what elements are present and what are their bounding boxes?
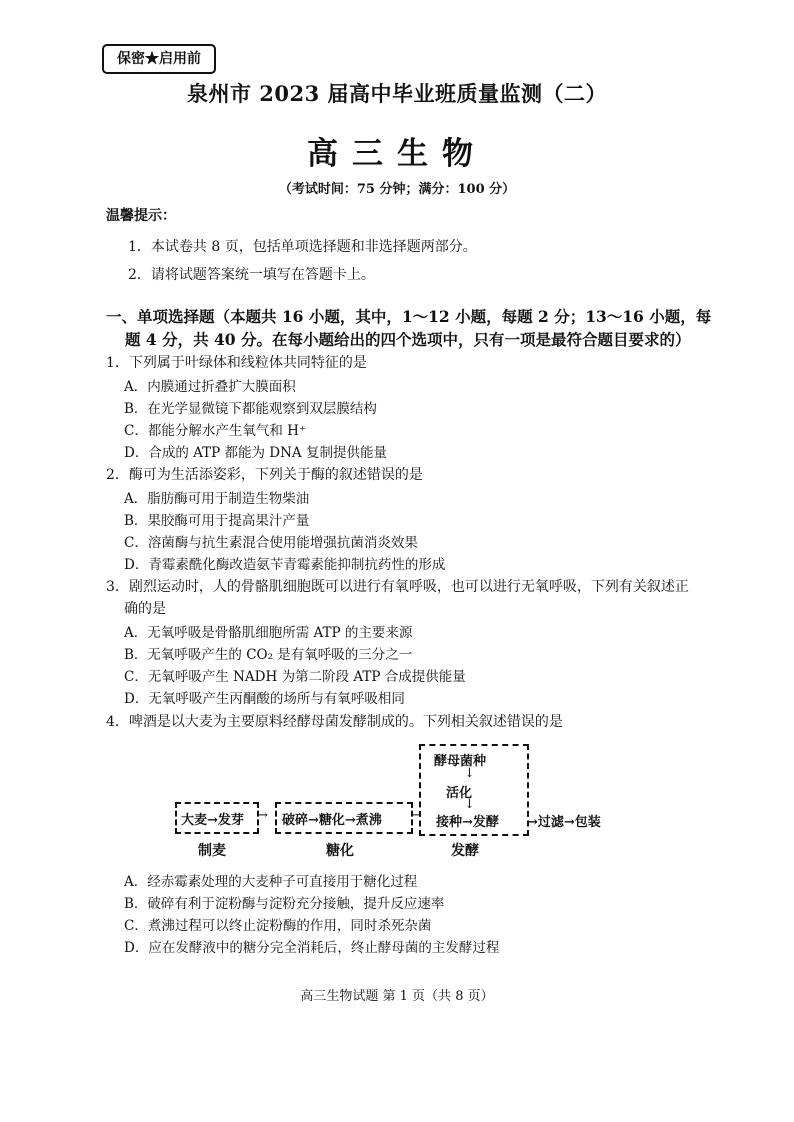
malting-box-text: 大麦→发芽 bbox=[181, 813, 244, 828]
question-stem: 3．剧烈运动时，人的骨骼肌细胞既可以进行有氧呼吸，也可以进行无氧呼吸，下列有关叙述正 bbox=[106, 579, 689, 595]
arrow-right-icon: → bbox=[411, 808, 422, 823]
option: B．在光学显微镜下都能观察到双层膜结构 bbox=[124, 401, 377, 417]
option: A．脂肪酶可用于制造生物柴油 bbox=[124, 491, 310, 507]
inoculation-text: 接种→发酵 bbox=[436, 815, 499, 830]
filter-package-text: →过滤→包装 bbox=[527, 815, 601, 830]
option: A．经赤霉素处理的大麦种子可直接用于糖化过程 bbox=[124, 874, 418, 890]
arrow-down-icon: ↓ bbox=[464, 797, 475, 812]
option: D．合成的 ATP 都能为 DNA 复制提供能量 bbox=[124, 445, 387, 461]
option: D．青霉素酰化酶改造氨苄青霉素能抑制抗药性的形成 bbox=[124, 557, 446, 573]
activation-text: 活化 bbox=[446, 786, 473, 801]
yeast-strain-text: 酵母菌种 bbox=[434, 754, 487, 769]
option: A．无氧呼吸是骨骼肌细胞所需 ATP 的主要来源 bbox=[124, 625, 413, 641]
question-stem: 1．下列属于叶绿体和线粒体共同特征的是 bbox=[106, 355, 367, 371]
option: C．都能分解水产生氧气和 H⁺ bbox=[124, 423, 307, 439]
option: C．煮沸过程可以终止淀粉酶的作用，同时杀死杂菌 bbox=[124, 918, 432, 934]
option: B．无氧呼吸产生的 CO₂ 是有氧呼吸的三分之一 bbox=[124, 647, 413, 663]
page-footer: 高三生物试题 第 1 页（共 8 页） bbox=[300, 989, 494, 1004]
question-stem: 2．酶可为生活添姿彩，下列关于酶的叙述错误的是 bbox=[106, 467, 423, 483]
confidential-stamp: 保密★启用前 bbox=[102, 44, 216, 74]
saccharification-label: 糖化 bbox=[326, 843, 354, 859]
section-heading-cont: 题 4 分，共 40 分。在每小题给出的四个选项中，只有一项是最符合题目要求的） bbox=[125, 330, 691, 349]
tip-item: 1．本试卷共 8 页，包括单项选择题和非选择题两部分。 bbox=[128, 239, 477, 255]
question-stem: 4．啤酒是以大麦为主要原料经酵母菌发酵制成的。下列相关叙述错误的是 bbox=[106, 714, 563, 730]
saccharification-box-text: 破碎→糖化→煮沸 bbox=[282, 813, 382, 828]
fermentation-label: 发酵 bbox=[451, 843, 479, 859]
section-heading: 一、单项选择题（本题共 16 小题，其中，1～12 小题，每题 2 分；13～16 小题，每 bbox=[106, 307, 712, 326]
exam-info: （考试时间：75 分钟；满分：100 分） bbox=[278, 182, 516, 197]
option: C．无氧呼吸产生 NADH 为第二阶段 ATP 合成提供能量 bbox=[124, 669, 466, 685]
option: D．应在发酵液中的糖分完全消耗后，终止酵母菌的主发酵过程 bbox=[124, 940, 500, 956]
question-stem-cont: 确的是 bbox=[124, 601, 166, 617]
subject-title: 高三生物 bbox=[307, 136, 487, 172]
option: A．内膜通过折叠扩大膜面积 bbox=[124, 379, 296, 395]
malting-label: 制麦 bbox=[198, 843, 226, 859]
option: B．破碎有利于淀粉酶与淀粉充分接触，提升反应速率 bbox=[124, 896, 445, 912]
option: C．溶菌酶与抗生素混合使用能增强抗菌消炎效果 bbox=[124, 535, 418, 551]
tips-heading: 温馨提示： bbox=[106, 208, 176, 224]
option: B．果胶酶可用于提高果汁产量 bbox=[124, 513, 310, 529]
tip-item: 2．请将试题答案统一填写在答题卡上。 bbox=[128, 267, 375, 283]
exam-title: 泉州市 2023 届高中毕业班质量监测（二） bbox=[186, 81, 608, 106]
option: D．无氧呼吸产生丙酮酸的场所与有氧呼吸相同 bbox=[124, 691, 405, 707]
arrow-down-icon: ↓ bbox=[464, 766, 475, 781]
arrow-right-icon: → bbox=[257, 808, 268, 823]
